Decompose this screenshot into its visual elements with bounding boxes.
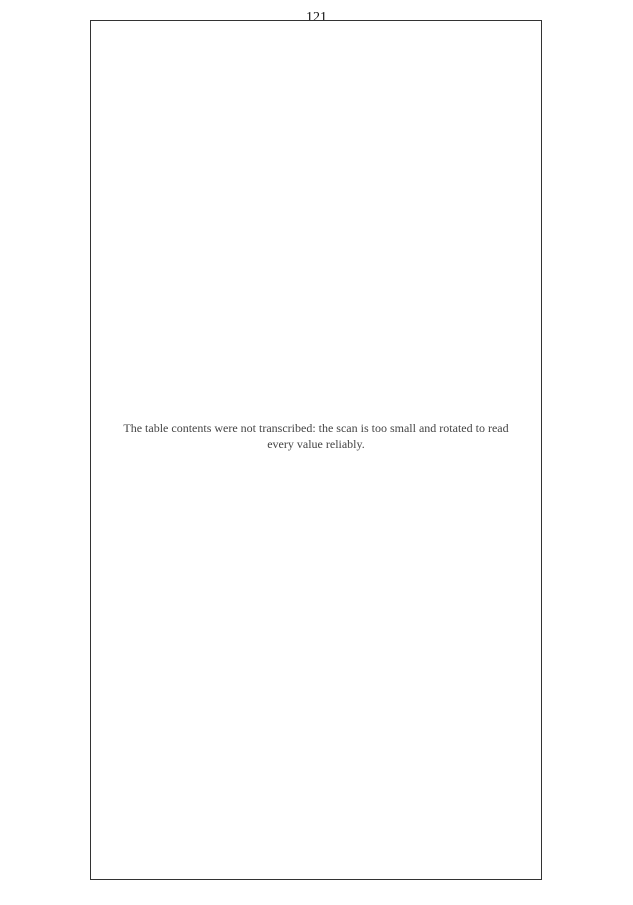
page-number: 121 bbox=[306, 10, 327, 25]
transcription-notice: The table contents were not transcribed: the scan is too small and rotated to read every value reliably. bbox=[123, 421, 509, 452]
